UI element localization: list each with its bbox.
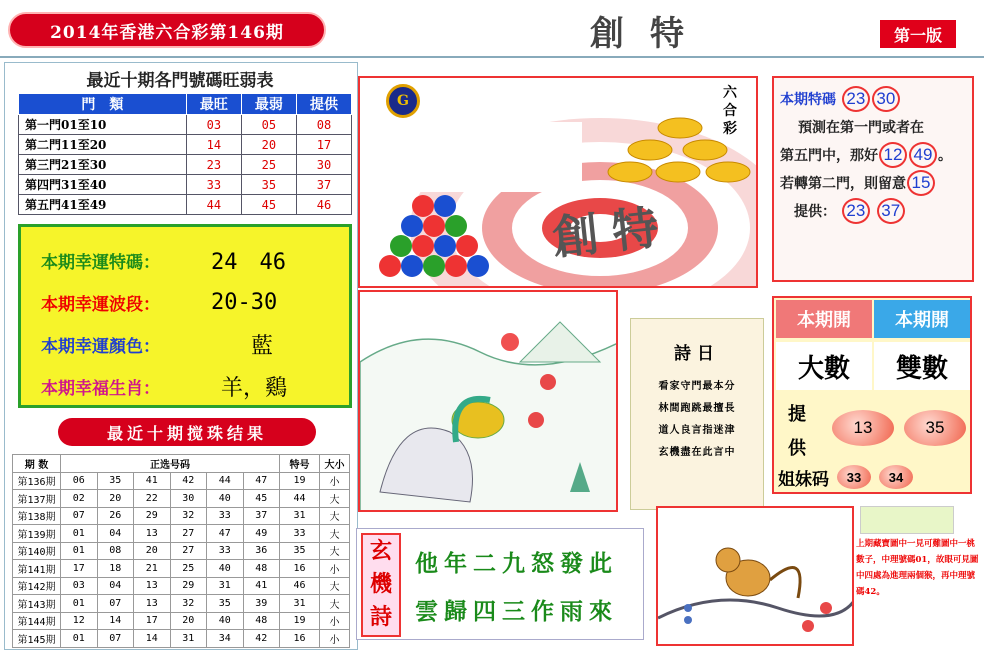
number-cell: 01 (61, 595, 98, 613)
prediction-line: 。 (938, 148, 952, 164)
lucky-zodiac-label: 本期幸福生肖： (41, 378, 160, 399)
number-cell: 20 (170, 612, 207, 630)
door-label: 第二門11至20 (19, 135, 187, 155)
number-cell: 31 (207, 577, 244, 595)
number-cell: 13 (134, 577, 171, 595)
max-cell: 33 (186, 175, 241, 195)
size-cell: 小 (320, 472, 350, 490)
number-cell: 07 (61, 507, 98, 525)
special-code-label: 本期特碼 (780, 92, 836, 108)
poem-line: 玄機盡在此言中 (658, 447, 736, 458)
period-cell: 第142期 (13, 577, 61, 595)
sister-code-row (774, 462, 970, 492)
number-cell: 02 (61, 490, 98, 508)
riddle-poem-box (356, 528, 644, 640)
number-cell: 01 (61, 525, 98, 543)
table-row (13, 542, 350, 560)
col-header: 提供 (296, 94, 351, 115)
lucky-band-label: 本期幸運波段： (41, 294, 160, 315)
period-cell: 第144期 (13, 612, 61, 630)
prediction-number: 49 (909, 142, 937, 168)
number-cell: 14 (97, 612, 134, 630)
lucky-box (18, 224, 352, 408)
table-row (13, 490, 350, 508)
special-cell: 16 (280, 560, 320, 578)
number-cell: 07 (97, 630, 134, 648)
period-cell: 第136期 (13, 472, 61, 490)
number-cell: 12 (61, 612, 98, 630)
special-cell: 33 (280, 525, 320, 543)
max-cell: 44 (186, 195, 241, 215)
monkey-tree-graphic (658, 508, 854, 646)
size-cell: 大 (320, 542, 350, 560)
number-cell: 40 (207, 560, 244, 578)
give-label: 提供 (788, 404, 806, 459)
table-row (19, 115, 352, 135)
number-cell: 01 (61, 542, 98, 560)
period-cell: 第143期 (13, 595, 61, 613)
prediction-number: 15 (907, 170, 935, 196)
special-cell: 31 (280, 507, 320, 525)
table-row (13, 472, 350, 490)
number-cell: 14 (134, 630, 171, 648)
big-number-label: 大數 (776, 342, 872, 390)
size-cell: 大 (320, 577, 350, 595)
number-cell: 35 (207, 595, 244, 613)
min-cell: 45 (241, 195, 296, 215)
prediction-number: 37 (877, 198, 905, 224)
col-header: 最旺 (186, 94, 241, 115)
min-cell: 35 (241, 175, 296, 195)
number-cell: 20 (97, 490, 134, 508)
period-cell: 第141期 (13, 560, 61, 578)
number-cell: 39 (243, 595, 280, 613)
give-cell: 08 (296, 115, 351, 135)
give-cell: 30 (296, 155, 351, 175)
results-title: 最近十期搅珠结果 (58, 418, 316, 446)
lucky-color-value: 藍 (251, 333, 274, 359)
min-cell: 20 (241, 135, 296, 155)
number-cell: 40 (207, 490, 244, 508)
col-header: 最弱 (241, 94, 296, 115)
prediction-line: 預測在第一門或者在 (798, 120, 924, 136)
number-cell: 48 (243, 560, 280, 578)
prediction-line: 若轉第二門，則留意 (780, 176, 906, 192)
give-cell: 46 (296, 195, 351, 215)
riddle-label: 玄機詩 (361, 533, 401, 637)
number-cell: 07 (97, 595, 134, 613)
table-row (13, 630, 350, 648)
number-cell: 17 (134, 612, 171, 630)
give-label: 提供： (794, 204, 836, 220)
table-row (13, 560, 350, 578)
doors-table (18, 93, 352, 215)
door-label: 第四門31至40 (19, 175, 187, 195)
number-cell: 34 (207, 630, 244, 648)
col-header: 期 数 (13, 455, 61, 473)
dragon-landscape-graphic (360, 292, 618, 512)
number-cell: 37 (243, 507, 280, 525)
number-cell: 25 (170, 560, 207, 578)
period-cell: 第139期 (13, 525, 61, 543)
prediction-number: 12 (879, 142, 907, 168)
max-cell: 14 (186, 135, 241, 155)
special-cell: 19 (280, 612, 320, 630)
poem-title: 詩日 (674, 344, 720, 364)
number-cell: 03 (61, 577, 98, 595)
number-cell: 01 (61, 630, 98, 648)
poem-line: 道人良言指迷津 (658, 425, 736, 436)
sister-number: 33 (837, 465, 871, 489)
number-cell: 32 (170, 507, 207, 525)
col-header: 正选号码 (61, 455, 280, 473)
number-cell: 36 (243, 542, 280, 560)
number-cell: 27 (170, 525, 207, 543)
riddle-line: 他年二九怒發此 (415, 550, 618, 577)
prediction-number: 23 (842, 86, 870, 112)
table-row (13, 525, 350, 543)
size-cell: 大 (320, 595, 350, 613)
number-cell: 47 (243, 472, 280, 490)
number-cell: 42 (243, 630, 280, 648)
lucky-code-value: 24 46 (211, 249, 286, 275)
give-number: 35 (904, 410, 966, 446)
special-cell: 31 (280, 595, 320, 613)
number-cell: 44 (207, 472, 244, 490)
size-cell: 小 (320, 612, 350, 630)
number-cell: 17 (61, 560, 98, 578)
min-cell: 25 (241, 155, 296, 175)
size-cell: 大 (320, 490, 350, 508)
number-cell: 42 (170, 472, 207, 490)
number-cell: 26 (97, 507, 134, 525)
lottery-logo-icon: G (386, 84, 420, 118)
poem-line: 林間跑跳最擅長 (658, 403, 736, 414)
poem-scroll (630, 318, 764, 510)
blank-overlay (404, 122, 582, 192)
issue-title: 2014年香港六合彩第146期 (8, 12, 326, 48)
number-cell: 47 (207, 525, 244, 543)
special-cell: 35 (280, 542, 320, 560)
lucky-code-label: 本期幸運特碼： (41, 252, 160, 273)
open-header-2: 本期開 (874, 300, 970, 338)
mark-six-label: 六合彩 (723, 85, 737, 137)
number-cell: 49 (243, 525, 280, 543)
sister-code-label: 姐妹码 (778, 469, 829, 490)
edition-badge: 第一版 (880, 20, 956, 48)
lucky-color-label: 本期幸運顏色： (41, 336, 160, 357)
table-row (13, 507, 350, 525)
size-cell: 小 (320, 630, 350, 648)
lucky-zodiac-value: 羊，鷄 (221, 375, 288, 401)
special-cell: 16 (280, 630, 320, 648)
give-cell: 17 (296, 135, 351, 155)
table-row (13, 577, 350, 595)
dragon-illustration (358, 290, 618, 512)
special-cell: 46 (280, 577, 320, 595)
min-cell: 05 (241, 115, 296, 135)
number-cell: 41 (134, 472, 171, 490)
door-label: 第一門01至10 (19, 115, 187, 135)
number-cell: 29 (134, 507, 171, 525)
doors-table-title: 最近十期各門號碼旺弱表 (86, 71, 274, 91)
period-cell: 第138期 (13, 507, 61, 525)
size-cell: 大 (320, 525, 350, 543)
period-cell: 第145期 (13, 630, 61, 648)
special-cell: 44 (280, 490, 320, 508)
number-cell: 06 (61, 472, 98, 490)
special-cell: 19 (280, 472, 320, 490)
size-cell: 大 (320, 507, 350, 525)
last-issue-note: 上期藏寶圖中一見可難圖中一桃數子，中理號碼01，故眼可見圖中四處為進理兩個猴，再中理號碼42。 (856, 539, 979, 597)
give-cell: 37 (296, 175, 351, 195)
page-title: 創特 (590, 13, 710, 54)
table-row (19, 155, 352, 175)
number-cell: 45 (243, 490, 280, 508)
number-cell: 32 (170, 595, 207, 613)
col-header: 大小 (320, 455, 350, 473)
table-row (13, 612, 350, 630)
odd-even-box (772, 296, 972, 494)
number-cell: 29 (170, 577, 207, 595)
number-cell: 21 (134, 560, 171, 578)
number-cell: 13 (134, 595, 171, 613)
banner-title: 創特 (549, 198, 675, 266)
col-header: 特号 (280, 455, 320, 473)
max-cell: 23 (186, 155, 241, 175)
open-header-1: 本期開 (776, 300, 872, 338)
table-row (13, 595, 350, 613)
door-label: 第五門41至49 (19, 195, 187, 215)
number-cell: 04 (97, 577, 134, 595)
prediction-number: 30 (872, 86, 900, 112)
banner-image (358, 76, 758, 288)
table-row (19, 195, 352, 215)
lucky-band-value: 20-30 (211, 289, 278, 315)
number-cell: 33 (207, 507, 244, 525)
number-cell: 04 (97, 525, 134, 543)
prediction-box (772, 76, 974, 282)
give-number: 13 (832, 410, 894, 446)
number-cell: 30 (170, 490, 207, 508)
sister-number: 34 (879, 465, 913, 489)
col-header: 門 類 (19, 94, 187, 115)
number-cell: 13 (134, 525, 171, 543)
number-cell: 27 (170, 542, 207, 560)
number-cell: 22 (134, 490, 171, 508)
number-cell: 31 (170, 630, 207, 648)
table-row (19, 135, 352, 155)
period-cell: 第140期 (13, 542, 61, 560)
header-divider (0, 56, 984, 58)
number-cell: 18 (97, 560, 134, 578)
door-label: 第三門21至30 (19, 155, 187, 175)
number-cell: 48 (243, 612, 280, 630)
number-cell: 40 (207, 612, 244, 630)
number-cell: 41 (243, 577, 280, 595)
prediction-number: 23 (842, 198, 870, 224)
size-cell: 小 (320, 560, 350, 578)
number-cell: 33 (207, 542, 244, 560)
prediction-line: 第五門中，那好 (780, 148, 878, 164)
even-number-label: 雙數 (874, 342, 970, 390)
riddle-line: 雲歸四三作雨來 (415, 598, 618, 625)
poem-line: 看家守門最本分 (658, 381, 736, 392)
number-cell: 35 (97, 472, 134, 490)
number-cell: 08 (97, 542, 134, 560)
monkey-illustration (656, 506, 854, 646)
max-cell: 03 (186, 115, 241, 135)
results-table (12, 454, 350, 648)
table-row (19, 175, 352, 195)
thumbnail-image (860, 506, 954, 534)
period-cell: 第137期 (13, 490, 61, 508)
number-cell: 20 (134, 542, 171, 560)
